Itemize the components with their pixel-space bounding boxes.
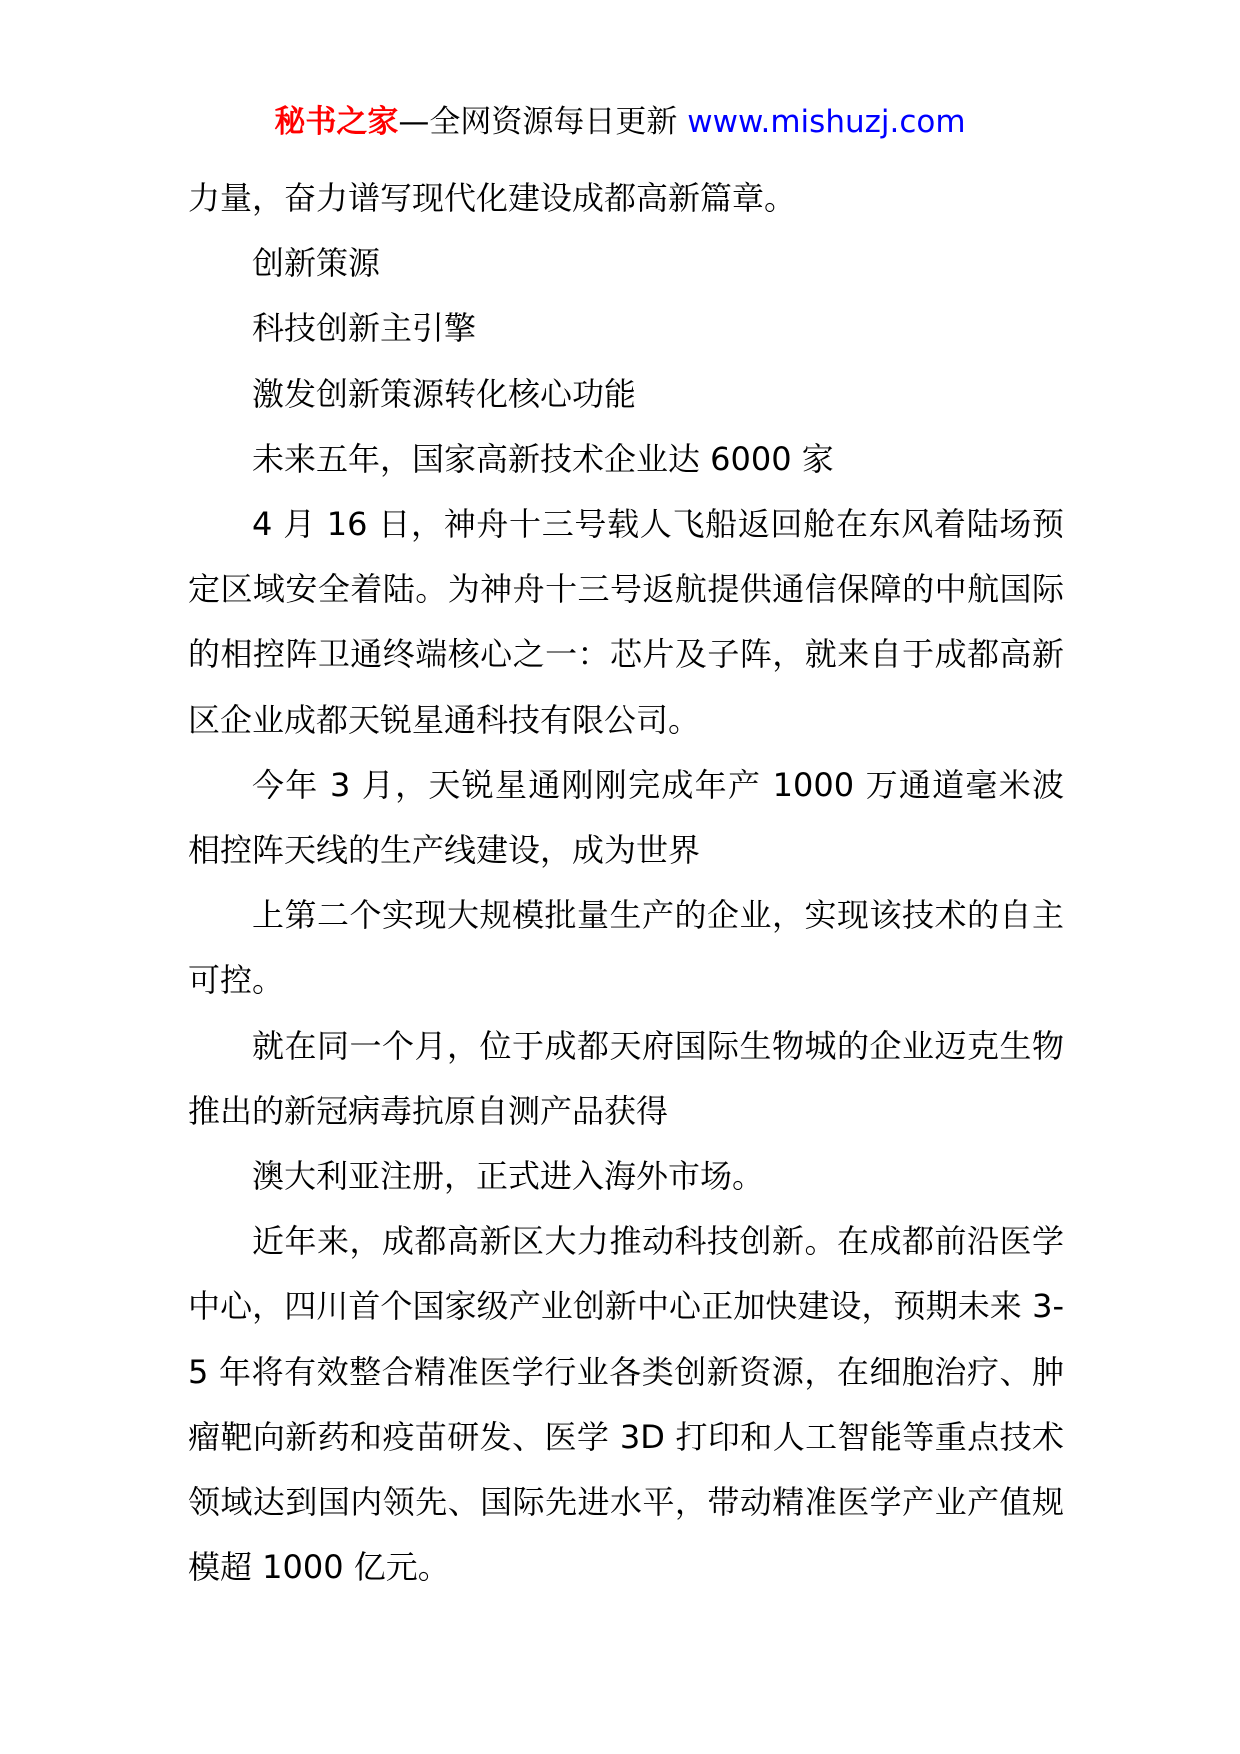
- page-header: [0, 100, 1240, 144]
- paragraph: 今年 3 月，天锐星通刚刚完成年产 1000 万通道毫米波相控阵天线的生产线建设，成为世界: [188, 765, 1064, 870]
- paragraph: 上第二个实现大规模批量生产的企业，实现该技术的自主可控。: [188, 896, 1064, 1000]
- paragraph: 4 月 16 日，神舟十三号载人飞船返回舱在东风着陆场预定区域安全着陆。为神舟十三号返航提供通信保障的中航国际的相控阵卫通终端核心之一：芯片及子阵，就来自于成都高新区企业成都天锐星通科技有限公司。: [188, 505, 1064, 739]
- paragraph: 澳大利亚注册，正式进入海外市场。: [252, 1157, 765, 1196]
- paragraph: 力量，奋力谱写现代化建设成都高新篇章。: [188, 179, 797, 217]
- document-body: [188, 166, 1064, 1600]
- section-heading: 科技创新主引擎: [252, 309, 477, 348]
- header-tagline: —全网资源每日更新: [398, 104, 688, 140]
- section-heading: 未来五年，国家高新技术企业达 6000 家: [252, 439, 834, 478]
- paragraph: 就在同一个月，位于成都天府国际生物城的企业迈克生物推出的新冠病毒抗原自测产品获得: [188, 1026, 1064, 1130]
- section-heading: 激发创新策源转化核心功能: [252, 374, 637, 413]
- section-heading: 创新策源: [252, 244, 381, 283]
- header-brand: 秘书之家: [274, 104, 399, 140]
- header-url-link[interactable]: www.mishuzj.com: [687, 104, 966, 140]
- paragraph: 近年来，成都高新区大力推动科技创新。在成都前沿医学中心，四川首个国家级产业创新中心正加快建设，预期未来 3-5 年将有效整合精准医学行业各类创新资源，在细胞治疗、肿瘤靶向新药和疫苗研发、医学 3D 打印和人工智能等重点技术领域达到国内领先、国际先进水平，带动精准医学产业产值规模超 1000 亿元。: [188, 1222, 1064, 1587]
